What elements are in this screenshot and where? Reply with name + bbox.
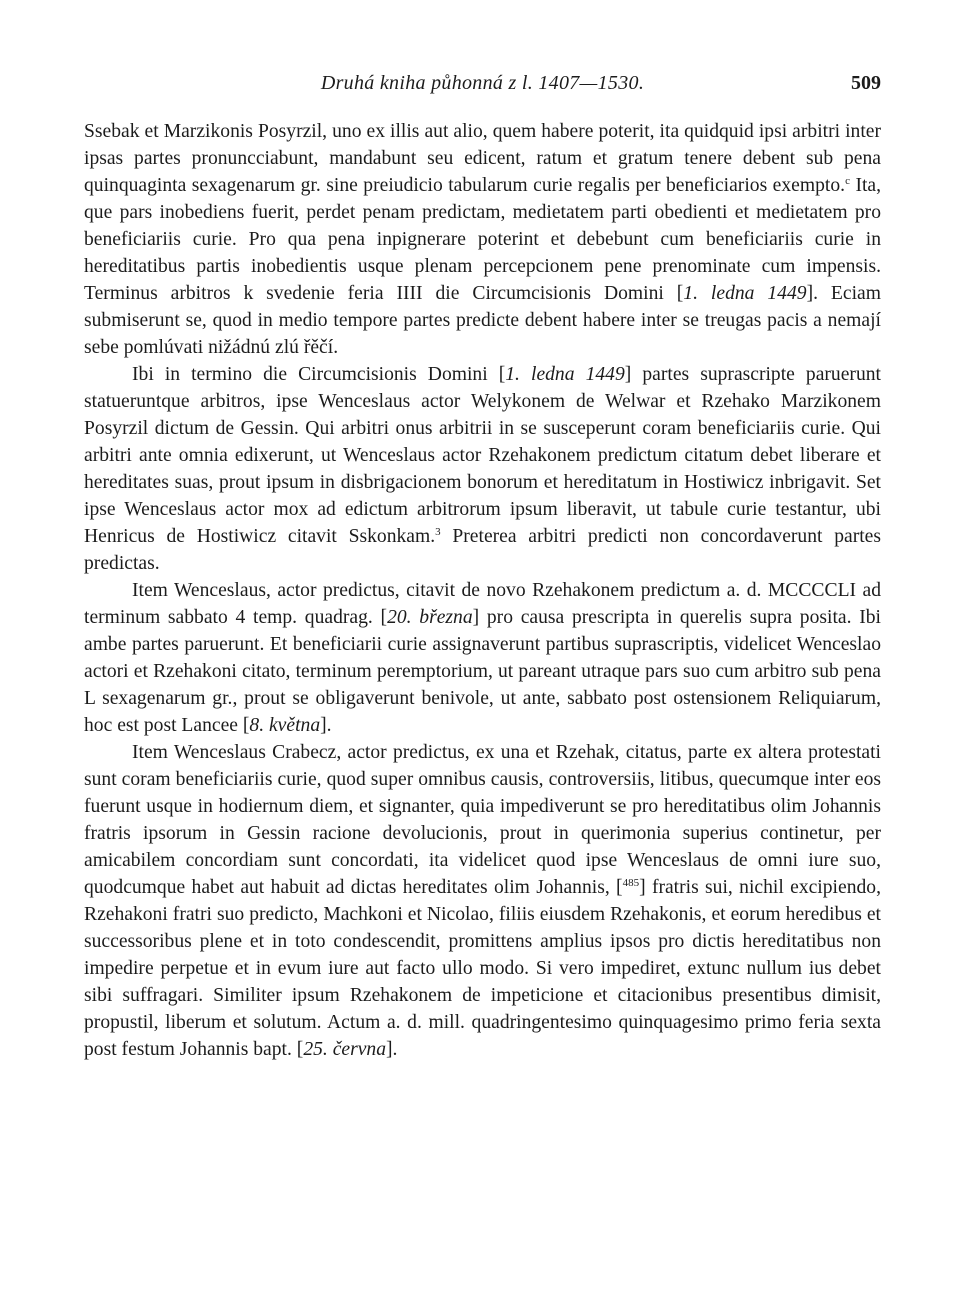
text-run: Preterea arbitri predicti non concordaverunt partes predictas. bbox=[84, 526, 881, 574]
running-title: Druhá kniha půhonná z l. 1407—1530. bbox=[320, 72, 645, 94]
text-run: Item Wenceslaus Crabecz, actor predictus, ex una et Rzehak, citatus, parte ex altera protestati sunt coram beneficiariis curie, quod super omnibus causis, controversiis, litibus, quecumque inter eos fuerunt usque in hodiernum diem, et signanter, quia impediverunt se pro hereditatibus olim Johannis fratris ipsorum in Gessin racione devolucionis, prout in querimonia superius continetur, per amicabilem concordiam sunt concordati, ita videlicet quod ipse Wenceslaus de omni iure suo, quodcumque habet aut habuit ad dictas hereditates olim Johannis, [ bbox=[84, 742, 881, 898]
page-number: 509 bbox=[851, 72, 881, 94]
text-run: Ita, que pars inobediens fuerit, perdet penam predictam, medietatem parti obedienti et medietatem pro beneficiariis curie. Pro qua pena inpignerare poterint et debebunt cum beneficiariis curie in hereditatibus partis inobedientis usque plenam percepcionem pene prenominate cum impensis. Terminus arbitros k svedenie feria IIII die Circumcisionis Domini [ bbox=[84, 175, 882, 304]
text-run: ] fratris sui, nichil excipiendo, Rzehakoni fratri suo predicto, Machkoni et Nicolao, filiis eiusdem Rzehakonis, et eorum heredibus et successoribus plene et in toto condescendit, promittens amplius ipsos pro dictis hereditatibus non impedire perpetue et in evum iure aut facto ullo modo. Si vero impediret, extunc nullum ius debet sibi suffragari. Similiter ipsum Rzehakonem de impeticione et citacionibus presentibus dimisit, propustil, liberum et solutum. Actum a. d. mill. quadringentesimo quinquagesimo primo feria sexta post festum Johannis bapt. [ bbox=[84, 877, 881, 1060]
text-run: Item Wenceslaus, actor predictus, citavit de novo Rzehakonem predictum a. d. MCCCCLI ad terminum sabbato 4 temp. quadrag. [ bbox=[84, 580, 881, 628]
editorial-date: 25. června bbox=[303, 1039, 387, 1060]
footnote-marker: 485 bbox=[622, 877, 640, 889]
text-run: ]. Eciam submiserunt se, quod in medio tempore partes predicte debent habere inter se treugas pacis a nemají sebe pomlúvati nižádnú zlú řěčí. bbox=[84, 283, 881, 358]
text-run: ]. bbox=[386, 1039, 398, 1060]
text-run: ] partes suprascripte paruerunt statueruntque arbitros, ipse Wenceslaus actor Welykonem de Welwar et Rzehako Marzikonem Posyrzil dictum de Gessin. Qui arbitri onus arbitrii in se susceperunt coram beneficiariis curie. Qui arbitri ante omnia edixerunt, ut Wenceslaus actor Rzehakonem predictum citatum debet liberare et hereditates suas, prout ipsum in disbrigacionem bonorum et hereditatum in Hostiwicz inbrigavit. Set ipse Wenceslaus actor mox ad edictum arbitrorum ipsum liberavit, ut tabule curie testantur, ubi Henricus de Hostiwicz citavit Sskonkam. bbox=[84, 364, 881, 547]
editorial-date: 8. května bbox=[249, 715, 321, 736]
text-run: ]. bbox=[320, 715, 332, 736]
text-run: Ssebak et Marzikonis Posyrzil, uno ex illis aut alio, quem habere poterit, ita quidquid ipsi arbitri inter ipsas partes pronuncciabunt, mandabunt seu edicent, ratum et gratum tenere debent sub pena quinquaginta sexagenarum gr. sine preiudicio tabularum curie regalis per beneficiarios exempto. bbox=[84, 121, 881, 196]
paragraph bbox=[84, 739, 881, 1063]
paragraph bbox=[84, 118, 881, 361]
text-run: ] pro causa prescripta in querelis supra posita. Ibi ambe partes paruerunt. Et beneficiarii curie assignaverunt partibus suprascriptis, videlicet Wenceslao actori et Rzehakoni citato, terminum peremptorium, ut pareant utraque pars suo cum arbitro sub pena L sexagenarum gr., prout se obligaverunt benivole, ut ante, sabbato post ostensionem Reliquiarum, hoc est post Lancee [ bbox=[84, 607, 881, 736]
paragraph bbox=[84, 577, 881, 739]
body-text bbox=[84, 118, 881, 1063]
editorial-date: 1. ledna 1449 bbox=[683, 283, 807, 304]
text-run: Ibi in termino die Circumcisionis Domini [ bbox=[132, 364, 506, 385]
footnote-marker: c bbox=[845, 175, 850, 187]
editorial-date: 1. ledna 1449 bbox=[505, 364, 625, 385]
footnote-marker: 3 bbox=[435, 526, 441, 538]
page-header bbox=[84, 72, 881, 104]
paragraph bbox=[84, 361, 881, 577]
editorial-date: 20. března bbox=[387, 607, 473, 628]
